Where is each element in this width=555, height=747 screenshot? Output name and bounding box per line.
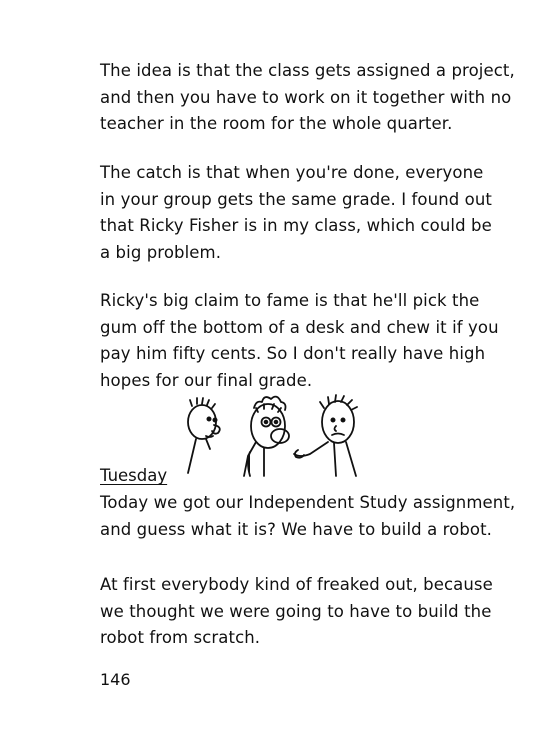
- paragraph-3: [100, 288, 499, 394]
- text-line: in your group gets the same grade. I found out: [100, 189, 492, 209]
- text-line: Today we got our Independent Study assignment,: [100, 493, 516, 512]
- right-kid-figure: [294, 395, 357, 476]
- text-line: At first everybody kind of freaked out, because: [100, 575, 493, 594]
- paragraph-4: [100, 490, 516, 543]
- text-line: The catch is that when you're done, everyone: [100, 163, 484, 182]
- paragraph-5: [100, 572, 493, 652]
- text-line: Ricky's big claim to fame is that he'll pick the: [100, 291, 480, 310]
- paragraph-2: [100, 160, 492, 266]
- section-heading: Tuesday: [100, 466, 168, 485]
- text-line: gum off the bottom of a desk and chew it if you: [100, 317, 499, 337]
- three-kids-cartoon-icon: [168, 392, 388, 478]
- text-line: hopes for our final grade.: [100, 370, 313, 390]
- text-line: The idea is that the class gets assigned a project,: [100, 61, 515, 80]
- text-line: robot from scratch.: [100, 628, 261, 647]
- text-line: we thought we were going to have to build the: [100, 601, 492, 621]
- text-line: a big problem.: [100, 242, 222, 262]
- text-line: pay him fifty cents. So I don't really have high: [100, 344, 486, 363]
- page-number: 146: [100, 670, 131, 689]
- middle-kid-figure: [244, 397, 289, 476]
- text-line: that Ricky Fisher is in my class, which could be: [100, 216, 492, 235]
- text-line: and then you have to work on it together with no: [100, 87, 512, 107]
- paragraph-1: [100, 58, 515, 138]
- left-kid-figure: [188, 398, 220, 473]
- text-line: teacher in the room for the whole quarter.: [100, 114, 453, 133]
- text-line: and guess what it is? We have to build a robot.: [100, 519, 493, 539]
